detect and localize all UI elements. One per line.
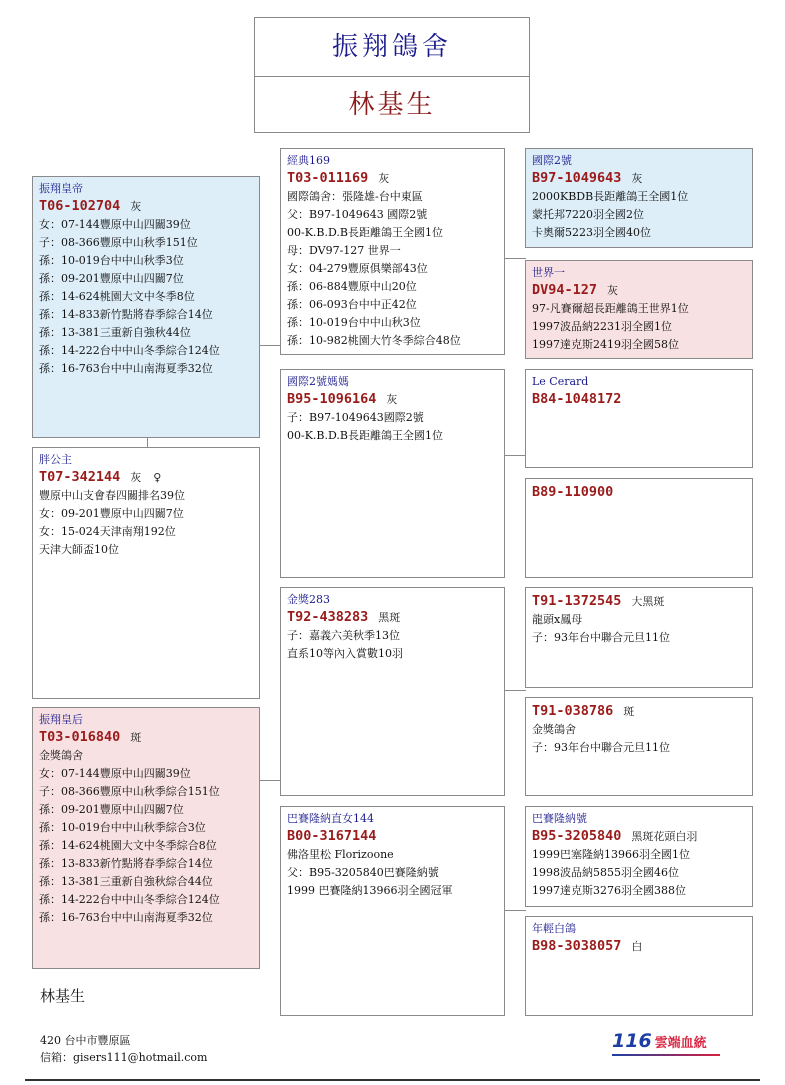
ring-number: T07-342144 灰 ♀	[39, 469, 162, 485]
footer-email[interactable]: 信箱：gisers111@hotmail.com	[40, 1051, 208, 1064]
pigeon-name: 振翔皇帝	[39, 182, 83, 195]
record-line: 孫：13-381三重新自強秋44位	[39, 326, 191, 339]
ring-number: T03-011169 灰	[287, 170, 390, 186]
footer-divider	[25, 1079, 760, 1081]
pigeon-name: Le Cerard	[532, 375, 589, 388]
record-line: 子：08-366豐原中山秋季綜合151位	[39, 785, 220, 798]
record-line: 豐原中山支會春四關排名39位	[39, 489, 185, 502]
pigeon-color: 灰	[378, 172, 390, 185]
record-line: 母：DV97-127 世界一	[287, 244, 401, 257]
record-line: 1997達克斯2419羽全國58位	[532, 338, 679, 351]
ring-number: B00-3167144	[287, 828, 377, 844]
record-line: 孫：16-763台中中山南海夏季32位	[39, 911, 213, 924]
pigeon-color: 斑	[623, 705, 635, 718]
ring-number: T91-038786 斑	[532, 703, 635, 719]
ring-number: B95-1096164 灰	[287, 391, 398, 407]
connector	[147, 437, 148, 447]
ring-number: T06-102704 灰	[39, 198, 142, 214]
pigeon-name: 年輕白鴿	[532, 922, 576, 935]
record-line: 孫：10-019台中中山秋季綜合3位	[39, 821, 206, 834]
female-sex-icon: ♀	[153, 471, 162, 484]
grandsire-paternal-card[interactable]	[280, 148, 505, 355]
female-card[interactable]	[32, 447, 260, 699]
title-box	[254, 17, 530, 133]
record-line: 00-K.B.D.B長距離鴿王全國1位	[287, 429, 444, 442]
pigeon-name: 國際2號媽媽	[287, 375, 349, 388]
granddam-maternal-card[interactable]	[280, 806, 505, 1016]
record-line: 1997波品納2231羽全國1位	[532, 320, 672, 333]
ring-number: B97-1049643 灰	[532, 170, 643, 186]
record-line: 孫：06-093台中中正42位	[287, 298, 417, 311]
record-line: 孫：10-982桃園大竹冬季綜合48位	[287, 334, 461, 347]
record-line: 2000KBDB長距離鴿王全國1位	[532, 190, 689, 203]
record-line: 孫：13-381三重新自強秋綜合44位	[39, 875, 213, 888]
record-line: 孫：14-222台中中山冬季綜合124位	[39, 344, 220, 357]
ring-number: B84-1048172	[532, 391, 622, 407]
connector	[259, 780, 281, 781]
record-line: 孫：09-201豐原中山四關7位	[39, 803, 184, 816]
record-line: 孫：10-019台中中山秋3位	[287, 316, 421, 329]
record-line: 蒙托邦7220羽全國2位	[532, 208, 644, 221]
record-line: 孫：10-019台中中山秋季3位	[39, 254, 184, 267]
pigeon-color: 灰	[130, 200, 142, 213]
record-line: 子：93年台中聯合元旦11位	[532, 741, 670, 754]
record-line: 佛洛里松 Florizoone	[287, 848, 394, 861]
record-line: 97-凡賽爾超長距離鴿王世界1位	[532, 302, 689, 315]
sire-card[interactable]	[32, 176, 260, 438]
record-line: 女：04-279豐原俱樂部43位	[287, 262, 428, 275]
record-line: 孫：14-624桃園大文中冬季8位	[39, 290, 195, 303]
grandsire-maternal-card[interactable]	[280, 587, 505, 796]
pigeon-name: 振翔皇后	[39, 713, 83, 726]
record-line: 天津大師盃10位	[39, 543, 119, 556]
pigeon-color: 大黑斑	[631, 595, 665, 608]
record-line: 子：嘉義六美秋季13位	[287, 629, 400, 642]
pigeon-color: 灰	[130, 471, 142, 484]
record-line: 孫：06-884豐原中山20位	[287, 280, 417, 293]
record-line: 女：15-024天津南翔192位	[39, 525, 176, 538]
cloud-pedigree-logo[interactable]	[612, 1030, 752, 1058]
pigeon-color: 白	[631, 940, 643, 953]
owner-name: 林基生	[348, 90, 436, 120]
record-line: 父：B95-3205840巴賽隆納號	[287, 866, 439, 879]
pigeon-color: 黑斑花頭白羽	[631, 830, 698, 843]
connector	[504, 455, 526, 456]
pigeon-name: 巴賽隆納號	[532, 812, 587, 825]
record-line: 1999 巴賽隆納13966羽全國冠軍	[287, 884, 453, 897]
great-grandsire-card[interactable]	[525, 148, 753, 248]
footer-owner: 林基生	[40, 987, 86, 1005]
logo-underline	[612, 1054, 720, 1056]
pigeon-name: 金獎283	[287, 593, 330, 606]
record-line: 孫：09-201豐原中山四關7位	[39, 272, 184, 285]
ring-number: B95-3205840 黑斑花頭白羽	[532, 828, 698, 844]
pigeon-name: 國際2號	[532, 154, 572, 167]
record-line: 龍頭x鳳母	[532, 613, 583, 626]
connector	[259, 345, 281, 346]
ring-number: T03-016840 斑	[39, 729, 142, 745]
record-line: 直系10等內入賞數10羽	[287, 647, 403, 660]
record-line: 1997達克斯3276羽全國388位	[532, 884, 686, 897]
loft-name: 振翔鴿舍	[255, 18, 529, 77]
dam-card[interactable]	[32, 707, 260, 969]
record-line: 父：B97-1049643 國際2號	[287, 208, 428, 221]
pigeon-name: 胖公主	[39, 453, 72, 466]
ring-number: B89-110900	[532, 484, 614, 500]
record-line: 子：08-366豐原中山秋季151位	[39, 236, 198, 249]
pigeon-color: 灰	[386, 393, 398, 406]
record-line: 孫：13-833新竹點將春季綜合14位	[39, 857, 213, 870]
great-granddam-card[interactable]	[525, 916, 753, 1016]
pigeon-color: 灰	[607, 284, 619, 297]
record-line: 卡奧爾5223羽全國40位	[532, 226, 651, 239]
great-granddam-card[interactable]	[525, 260, 753, 359]
record-line: 孫：16-763台中中山南海夏季32位	[39, 362, 213, 375]
logo-text: 雲端血統	[654, 1036, 707, 1051]
pigeon-name: 世界一	[532, 266, 565, 279]
granddam-paternal-card[interactable]	[280, 369, 505, 578]
record-line: 子：B97-1049643國際2號	[287, 411, 424, 424]
record-line: 1999巴塞隆納13966羽全國1位	[532, 848, 690, 861]
footer-address: 420 台中市豐原區	[40, 1034, 131, 1047]
record-line: 1998波品納5855羽全國46位	[532, 866, 679, 879]
great-granddam-card[interactable]	[525, 478, 753, 578]
record-line: 孫：14-222台中中山冬季綜合124位	[39, 893, 220, 906]
pigeon-name: 巴賽隆納直女144	[287, 812, 374, 825]
ring-number: T91-1372545 大黑斑	[532, 593, 665, 609]
logo-number: 116	[612, 1030, 652, 1052]
record-line: 00-K.B.D.B長距離鴿王全國1位	[287, 226, 444, 239]
record-line: 金獎鴿舍	[39, 749, 83, 762]
connector	[504, 910, 526, 911]
record-line: 孫：14-833新竹點將春季綜合14位	[39, 308, 213, 321]
ring-number: T92-438283 黑斑	[287, 609, 401, 625]
great-granddam-card[interactable]	[525, 697, 753, 796]
great-grandsire-card[interactable]	[525, 369, 753, 468]
ring-number: B98-3038057 白	[532, 938, 643, 954]
connector	[504, 258, 526, 259]
great-grandsire-card[interactable]	[525, 587, 753, 688]
pigeon-color: 黑斑	[378, 611, 401, 624]
record-line: 孫：14-624桃園大文中冬季綜合8位	[39, 839, 217, 852]
record-line: 子：93年台中聯合元旦11位	[532, 631, 670, 644]
connector	[504, 690, 526, 691]
record-line: 女：07-144豐原中山四關39位	[39, 218, 191, 231]
record-line: 國際鴿舍：張隆雄-台中東區	[287, 190, 423, 203]
great-grandsire-card[interactable]	[525, 806, 753, 907]
ring-number: DV94-127 灰	[532, 282, 619, 298]
pigeon-name: 經典169	[287, 154, 330, 167]
record-line: 金獎鴿舍	[532, 723, 576, 736]
record-line: 女：07-144豐原中山四關39位	[39, 767, 191, 780]
pigeon-color: 斑	[130, 731, 142, 744]
record-line: 女：09-201豐原中山四關7位	[39, 507, 184, 520]
pigeon-color: 灰	[631, 172, 643, 185]
